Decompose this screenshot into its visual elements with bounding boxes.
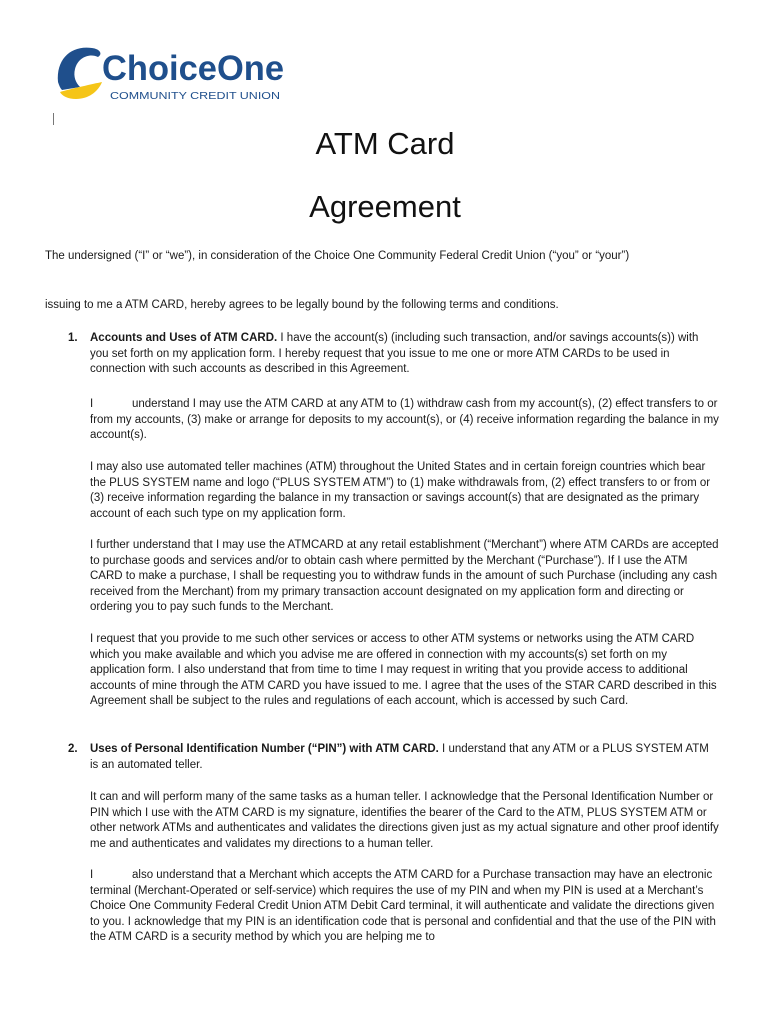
section-1	[68, 331, 718, 378]
paragraph-lead: I	[90, 398, 94, 410]
section-number: 2.	[68, 743, 78, 755]
document-title-line-1: ATM Card	[315, 126, 455, 161]
section-2	[68, 742, 718, 773]
paragraph-text: I request that you provide to me such other services or access to other ATM systems or networks using the ATM CARD which you make available and which you advise me are offered in connection with my accounts(s) set forth on my application form. I also understand that from time to time I may request in writing that you provide access to additional accounts of mine through the ATM CARD you have issued to me. I agree that the uses of the STAR CARD described in this Agreement shall be subject to the rules and regulations of each account, which is accessed by such Card.	[90, 633, 717, 708]
logo-brand-text: ChoiceOne	[102, 49, 284, 88]
section-1-paragraph-1	[90, 397, 722, 444]
paragraph-text: I further understand that I may use the ATMCARD at any retail establishment (“Merchant”) where ATM CARDs are accepted to purchase goods and services and/or to obtain cash where permitted by the Merchant (“Purchase”). If I use the ATM CARD to make a purchase, I shall be requesting you to withdraw funds in the amount of such Purchase (including any cash received from the Merchant) from my primary transaction account designated on my application form and directing or ordering you to pay such funds to the Merchant.	[90, 539, 719, 614]
intro-paragraph: The undersigned (“I” or “we”), in consideration of the Choice One Community Federal Credit Union (“you” or “your”)	[45, 250, 630, 262]
section-lead-text: I have the account(s) (including such transaction, and/or savings accounts(s)) with you set forth on my application form. I hereby request that you issue to me one or more ATM CARDs to be used in connection with such accounts as described in this Agreement.	[90, 332, 699, 376]
section-1-paragraph-2	[90, 460, 722, 522]
section-1-paragraph-4	[90, 632, 722, 710]
section-heading: Accounts and Uses of ATM CARD.	[90, 332, 278, 344]
paragraph-text: also understand that a Merchant which accepts the ATM CARD for a Purchase transaction may have an electronic terminal (Merchant-Operated or self-service) which requires the use of my PIN and when my PIN is used at a Merchant’s Choice One Community Federal Credit Union ATM Debit Card terminal, it will authenticate and validate the directions given to you. I acknowledge that my PIN is an identification code that is personal and confidential and that the use of the PIN with the ATM CARD is a security method by which you are helping me to	[90, 869, 716, 944]
section-2-paragraph-1	[90, 790, 722, 852]
section-lead-text: I understand that any ATM or a PLUS SYSTEM ATM is an automated teller.	[90, 743, 709, 771]
section-1-paragraph-3	[90, 538, 722, 616]
section-2-paragraph-2	[90, 868, 722, 946]
credit-union-logo	[54, 42, 294, 104]
section-number: 1.	[68, 332, 78, 344]
section-heading: Uses of Personal Identification Number (“PIN”) with ATM CARD.	[90, 743, 439, 755]
document-title-line-2: Agreement	[309, 189, 461, 224]
logo-tagline-text: COMMUNITY CREDIT UNION	[110, 90, 280, 102]
paragraph-text: It can and will perform many of the same tasks as a human teller. I acknowledge that the Personal Identification Number or PIN which I use with the ATM CARD is my signature, identifies the bearer of the Card to the ATM, PLUS SYSTEM ATM or other network ATMs and authenticates and validates the directions given just as my actual signature and other proof identify me and authenticates and validates my directions to a human teller.	[90, 791, 719, 850]
logo-graphic	[54, 42, 294, 104]
intro-paragraph-continued: issuing to me a ATM CARD, hereby agrees to be legally bound by the following terms and conditions.	[45, 299, 559, 311]
paragraph-lead: I	[90, 869, 94, 881]
paragraph-text: understand I may use the ATM CARD at any ATM to (1) withdraw cash from my account(s), (2) effect transfers to or from my accounts, (3) make or arrange for deposits to my account(s), or (4) receive information regarding the balance in my account(s).	[90, 398, 719, 442]
paragraph-text: I may also use automated teller machines (ATM) throughout the United States and in certain foreign countries which bear the PLUS SYSTEM name and logo (“PLUS SYSTEM ATM”) to (1) make withdrawals from, (2) effect transfers to or from or (3) receive information regarding the balance in my transaction or savings account(s) that are designated as the primary account of each such type on my application form.	[90, 461, 711, 520]
text-cursor-mark	[53, 113, 54, 125]
logo-blue-swoosh	[58, 48, 101, 90]
